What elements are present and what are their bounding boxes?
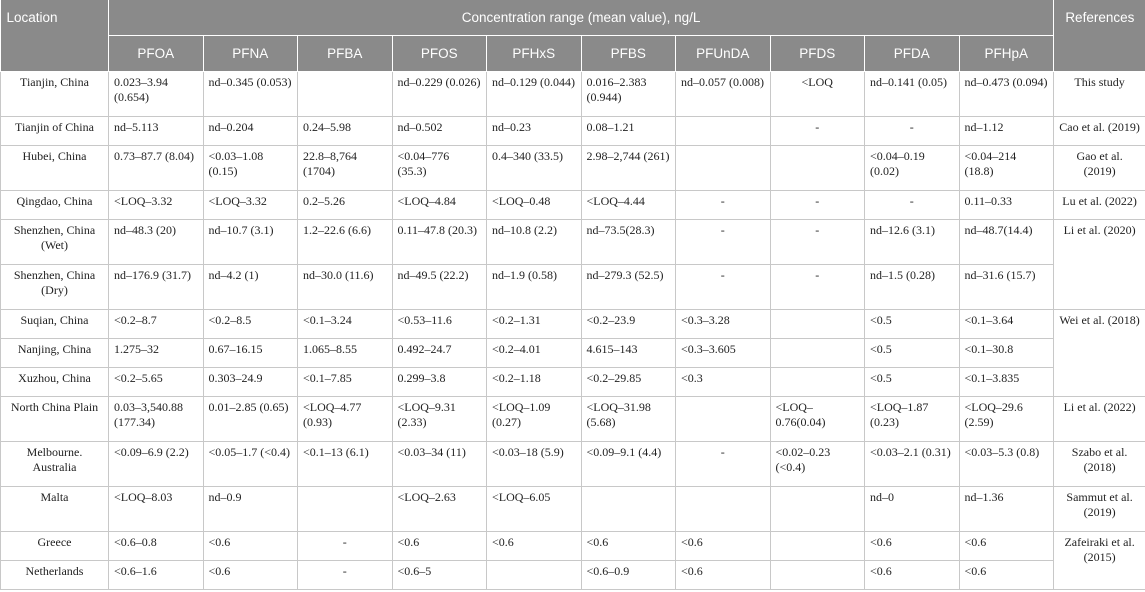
value-cell: <0.2–4.01 — [487, 339, 582, 368]
table-row — [1, 117, 1145, 146]
value-cell — [676, 397, 771, 442]
value-cell: <0.03–34 (11) — [392, 442, 487, 487]
value-cell: 22.8–8,764 (1704) — [298, 146, 393, 191]
value-cell: - — [770, 191, 865, 220]
reference-cell: Lu et al. (2022) — [1054, 191, 1145, 220]
value-cell: <0.6 — [392, 532, 487, 561]
value-cell: - — [770, 265, 865, 310]
value-cell: nd–0.141 (0.05) — [865, 72, 960, 117]
value-cell — [770, 487, 865, 532]
value-cell: 0.492–24.7 — [392, 339, 487, 368]
table-row — [1, 397, 1145, 442]
value-cell: 2.98–2,744 (261) — [581, 146, 676, 191]
value-cell: <0.1–7.85 — [298, 368, 393, 397]
value-cell: <LOQ–3.32 — [109, 191, 204, 220]
value-cell: nd–4.2 (1) — [203, 265, 298, 310]
value-cell: nd–176.9 (31.7) — [109, 265, 204, 310]
value-cell: <0.04–214 (18.8) — [959, 146, 1054, 191]
header-concentration-range: Concentration range (mean value), ng/L — [109, 0, 1054, 36]
table-row — [1, 561, 1145, 590]
header-param-pfbs: PFBS — [581, 36, 676, 72]
value-cell: <0.2–29.85 — [581, 368, 676, 397]
value-cell: nd–0.345 (0.053) — [203, 72, 298, 117]
value-cell: 0.299–3.8 — [392, 368, 487, 397]
value-cell: - — [676, 265, 771, 310]
value-cell: nd–0.473 (0.094) — [959, 72, 1054, 117]
value-cell: nd–0 — [865, 487, 960, 532]
value-cell: nd–48.7(14.4) — [959, 220, 1054, 265]
value-cell: nd–1.12 — [959, 117, 1054, 146]
value-cell: nd–0.23 — [487, 117, 582, 146]
location-cell: Tianjin of China — [1, 117, 109, 146]
value-cell: <LOQ — [770, 72, 865, 117]
value-cell — [676, 146, 771, 191]
value-cell: <0.6 — [676, 532, 771, 561]
value-cell — [581, 487, 676, 532]
value-cell: <0.03–2.1 (0.31) — [865, 442, 960, 487]
location-cell: Xuzhou, China — [1, 368, 109, 397]
value-cell: <0.02–0.23 (<0.4) — [770, 442, 865, 487]
location-cell: Greece — [1, 532, 109, 561]
value-cell: nd–0.129 (0.044) — [487, 72, 582, 117]
value-cell: nd–49.5 (22.2) — [392, 265, 487, 310]
value-cell: nd–279.3 (52.5) — [581, 265, 676, 310]
value-cell: <LOQ–31.98 (5.68) — [581, 397, 676, 442]
value-cell: <0.6 — [581, 532, 676, 561]
value-cell: 0.03–3,540.88 (177.34) — [109, 397, 204, 442]
value-cell: <0.6–0.8 — [109, 532, 204, 561]
value-cell: <LOQ–3.32 — [203, 191, 298, 220]
reference-cell: Sammut et al. (2019) — [1054, 487, 1145, 532]
header-param-pfhpa: PFHpA — [959, 36, 1054, 72]
value-cell: <LOQ–0.76(0.04) — [770, 397, 865, 442]
value-cell — [298, 72, 393, 117]
reference-cell: Zafeiraki et al. (2015) — [1054, 532, 1145, 590]
table-row — [1, 72, 1145, 117]
header-references: References — [1054, 0, 1145, 72]
value-cell — [487, 561, 582, 590]
value-cell: 4.615–143 — [581, 339, 676, 368]
location-cell: Netherlands — [1, 561, 109, 590]
value-cell: nd–12.6 (3.1) — [865, 220, 960, 265]
value-cell: <LOQ–6.05 — [487, 487, 582, 532]
value-cell: 0.01–2.85 (0.65) — [203, 397, 298, 442]
value-cell: 0.023–3.94 (0.654) — [109, 72, 204, 117]
header-param-pfos: PFOS — [392, 36, 487, 72]
value-cell: nd–73.5(28.3) — [581, 220, 676, 265]
value-cell: <0.09–9.1 (4.4) — [581, 442, 676, 487]
value-cell: 0.2–5.26 — [298, 191, 393, 220]
location-cell: Hubei, China — [1, 146, 109, 191]
value-cell: <0.6 — [959, 532, 1054, 561]
table-row — [1, 487, 1145, 532]
value-cell: - — [865, 191, 960, 220]
value-cell: nd–1.36 — [959, 487, 1054, 532]
value-cell: <0.1–30.8 — [959, 339, 1054, 368]
value-cell: <0.6 — [487, 532, 582, 561]
value-cell: <0.5 — [865, 368, 960, 397]
value-cell: <LOQ–9.31 (2.33) — [392, 397, 487, 442]
value-cell: <0.2–23.9 — [581, 310, 676, 339]
value-cell: <0.2–8.7 — [109, 310, 204, 339]
value-cell: <0.1–3.835 — [959, 368, 1054, 397]
value-cell: 0.016–2.383 (0.944) — [581, 72, 676, 117]
reference-cell: Szabo et al. (2018) — [1054, 442, 1145, 487]
value-cell: <0.3–3.28 — [676, 310, 771, 339]
value-cell: - — [298, 561, 393, 590]
value-cell: nd–0.204 — [203, 117, 298, 146]
header-param-pfna: PFNA — [203, 36, 298, 72]
value-cell: 0.4–340 (33.5) — [487, 146, 582, 191]
value-cell — [676, 487, 771, 532]
value-cell: <0.5 — [865, 339, 960, 368]
value-cell: nd–10.7 (3.1) — [203, 220, 298, 265]
reference-cell: Li et al. (2020) — [1054, 220, 1145, 310]
value-cell: nd–0.502 — [392, 117, 487, 146]
value-cell: <0.04–776 (35.3) — [392, 146, 487, 191]
value-cell: <0.1–3.64 — [959, 310, 1054, 339]
value-cell: nd–30.0 (11.6) — [298, 265, 393, 310]
value-cell: <0.2–5.65 — [109, 368, 204, 397]
value-cell — [770, 561, 865, 590]
location-cell: North China Plain — [1, 397, 109, 442]
header-param-pfhxs: PFHxS — [487, 36, 582, 72]
header-row-top — [1, 0, 1145, 36]
header-row-params — [1, 36, 1145, 72]
value-cell: <0.6–1.6 — [109, 561, 204, 590]
value-cell: nd–0.229 (0.026) — [392, 72, 487, 117]
value-cell: <0.05–1.7 (<0.4) — [203, 442, 298, 487]
value-cell: <0.6–5 — [392, 561, 487, 590]
value-cell: 0.24–5.98 — [298, 117, 393, 146]
value-cell: <0.53–11.6 — [392, 310, 487, 339]
value-cell — [770, 146, 865, 191]
value-cell: <0.6–0.9 — [581, 561, 676, 590]
table-row — [1, 265, 1145, 310]
value-cell: <0.2–1.31 — [487, 310, 582, 339]
value-cell: <0.03–18 (5.9) — [487, 442, 582, 487]
value-cell: - — [676, 442, 771, 487]
location-cell: Suqian, China — [1, 310, 109, 339]
location-cell: Malta — [1, 487, 109, 532]
value-cell — [770, 310, 865, 339]
value-cell: - — [770, 117, 865, 146]
table-row — [1, 220, 1145, 265]
table-row — [1, 368, 1145, 397]
reference-cell: Gao et al. (2019) — [1054, 146, 1145, 191]
value-cell: nd–31.6 (15.7) — [959, 265, 1054, 310]
value-cell: - — [865, 117, 960, 146]
reference-cell: Wei et al. (2018) — [1054, 310, 1145, 397]
value-cell: 0.73–87.7 (8.04) — [109, 146, 204, 191]
reference-cell: Cao et al. (2019) — [1054, 117, 1145, 146]
value-cell: - — [676, 191, 771, 220]
reference-cell: Li et al. (2022) — [1054, 397, 1145, 442]
location-cell: Nanjing, China — [1, 339, 109, 368]
value-cell: 0.08–1.21 — [581, 117, 676, 146]
value-cell: <LOQ–4.44 — [581, 191, 676, 220]
value-cell: - — [770, 220, 865, 265]
value-cell: <0.6 — [865, 532, 960, 561]
value-cell: nd–10.8 (2.2) — [487, 220, 582, 265]
value-cell: <0.04–0.19 (0.02) — [865, 146, 960, 191]
header-param-pfds: PFDS — [770, 36, 865, 72]
value-cell: <LOQ–0.48 — [487, 191, 582, 220]
value-cell: <LOQ–1.87 (0.23) — [865, 397, 960, 442]
value-cell: <0.03–1.08 (0.15) — [203, 146, 298, 191]
location-cell: Qingdao, China — [1, 191, 109, 220]
value-cell: <LOQ–4.84 — [392, 191, 487, 220]
value-cell: nd–1.5 (0.28) — [865, 265, 960, 310]
value-cell: <0.2–8.5 — [203, 310, 298, 339]
value-cell: <0.3–3.605 — [676, 339, 771, 368]
value-cell: <LOQ–29.6 (2.59) — [959, 397, 1054, 442]
table-row — [1, 146, 1145, 191]
value-cell: nd–48.3 (20) — [109, 220, 204, 265]
value-cell: <0.03–5.3 (0.8) — [959, 442, 1054, 487]
value-cell: - — [676, 220, 771, 265]
value-cell — [770, 339, 865, 368]
value-cell: <0.1–3.24 — [298, 310, 393, 339]
value-cell: - — [298, 532, 393, 561]
header-param-pfda: PFDA — [865, 36, 960, 72]
header-param-pfoa: PFOA — [109, 36, 204, 72]
location-cell: Shenzhen, China (Wet) — [1, 220, 109, 265]
value-cell: <0.6 — [203, 561, 298, 590]
value-cell: nd–0.9 — [203, 487, 298, 532]
value-cell: 1.065–8.55 — [298, 339, 393, 368]
value-cell: <0.6 — [959, 561, 1054, 590]
value-cell: nd–1.9 (0.58) — [487, 265, 582, 310]
reference-cell: This study — [1054, 72, 1145, 117]
location-cell: Melbourne. Australia — [1, 442, 109, 487]
value-cell: nd–5.113 — [109, 117, 204, 146]
value-cell: <0.09–6.9 (2.2) — [109, 442, 204, 487]
value-cell — [298, 487, 393, 532]
table-row — [1, 191, 1145, 220]
value-cell: <LOQ–2.63 — [392, 487, 487, 532]
value-cell: 0.11–47.8 (20.3) — [392, 220, 487, 265]
value-cell: 0.11–0.33 — [959, 191, 1054, 220]
value-cell: 0.303–24.9 — [203, 368, 298, 397]
value-cell: <0.5 — [865, 310, 960, 339]
value-cell: nd–0.057 (0.008) — [676, 72, 771, 117]
value-cell: 1.275–32 — [109, 339, 204, 368]
table-row — [1, 532, 1145, 561]
table-row — [1, 310, 1145, 339]
value-cell: <LOQ–1.09 (0.27) — [487, 397, 582, 442]
location-cell: Tianjin, China — [1, 72, 109, 117]
table-row — [1, 442, 1145, 487]
table-row — [1, 339, 1145, 368]
value-cell — [770, 368, 865, 397]
value-cell: 0.67–16.15 — [203, 339, 298, 368]
value-cell: <0.6 — [203, 532, 298, 561]
location-cell: Shenzhen, China (Dry) — [1, 265, 109, 310]
value-cell — [676, 117, 771, 146]
value-cell: <0.3 — [676, 368, 771, 397]
value-cell: <0.6 — [676, 561, 771, 590]
value-cell: <0.2–1.18 — [487, 368, 582, 397]
header-param-pfba: PFBA — [298, 36, 393, 72]
value-cell — [770, 532, 865, 561]
value-cell: <0.1–13 (6.1) — [298, 442, 393, 487]
header-param-pfunda: PFUnDA — [676, 36, 771, 72]
value-cell: <LOQ–8.03 — [109, 487, 204, 532]
value-cell: <0.6 — [865, 561, 960, 590]
value-cell: 1.2–22.6 (6.6) — [298, 220, 393, 265]
header-location: Location — [1, 0, 109, 72]
value-cell: <LOQ–4.77 (0.93) — [298, 397, 393, 442]
